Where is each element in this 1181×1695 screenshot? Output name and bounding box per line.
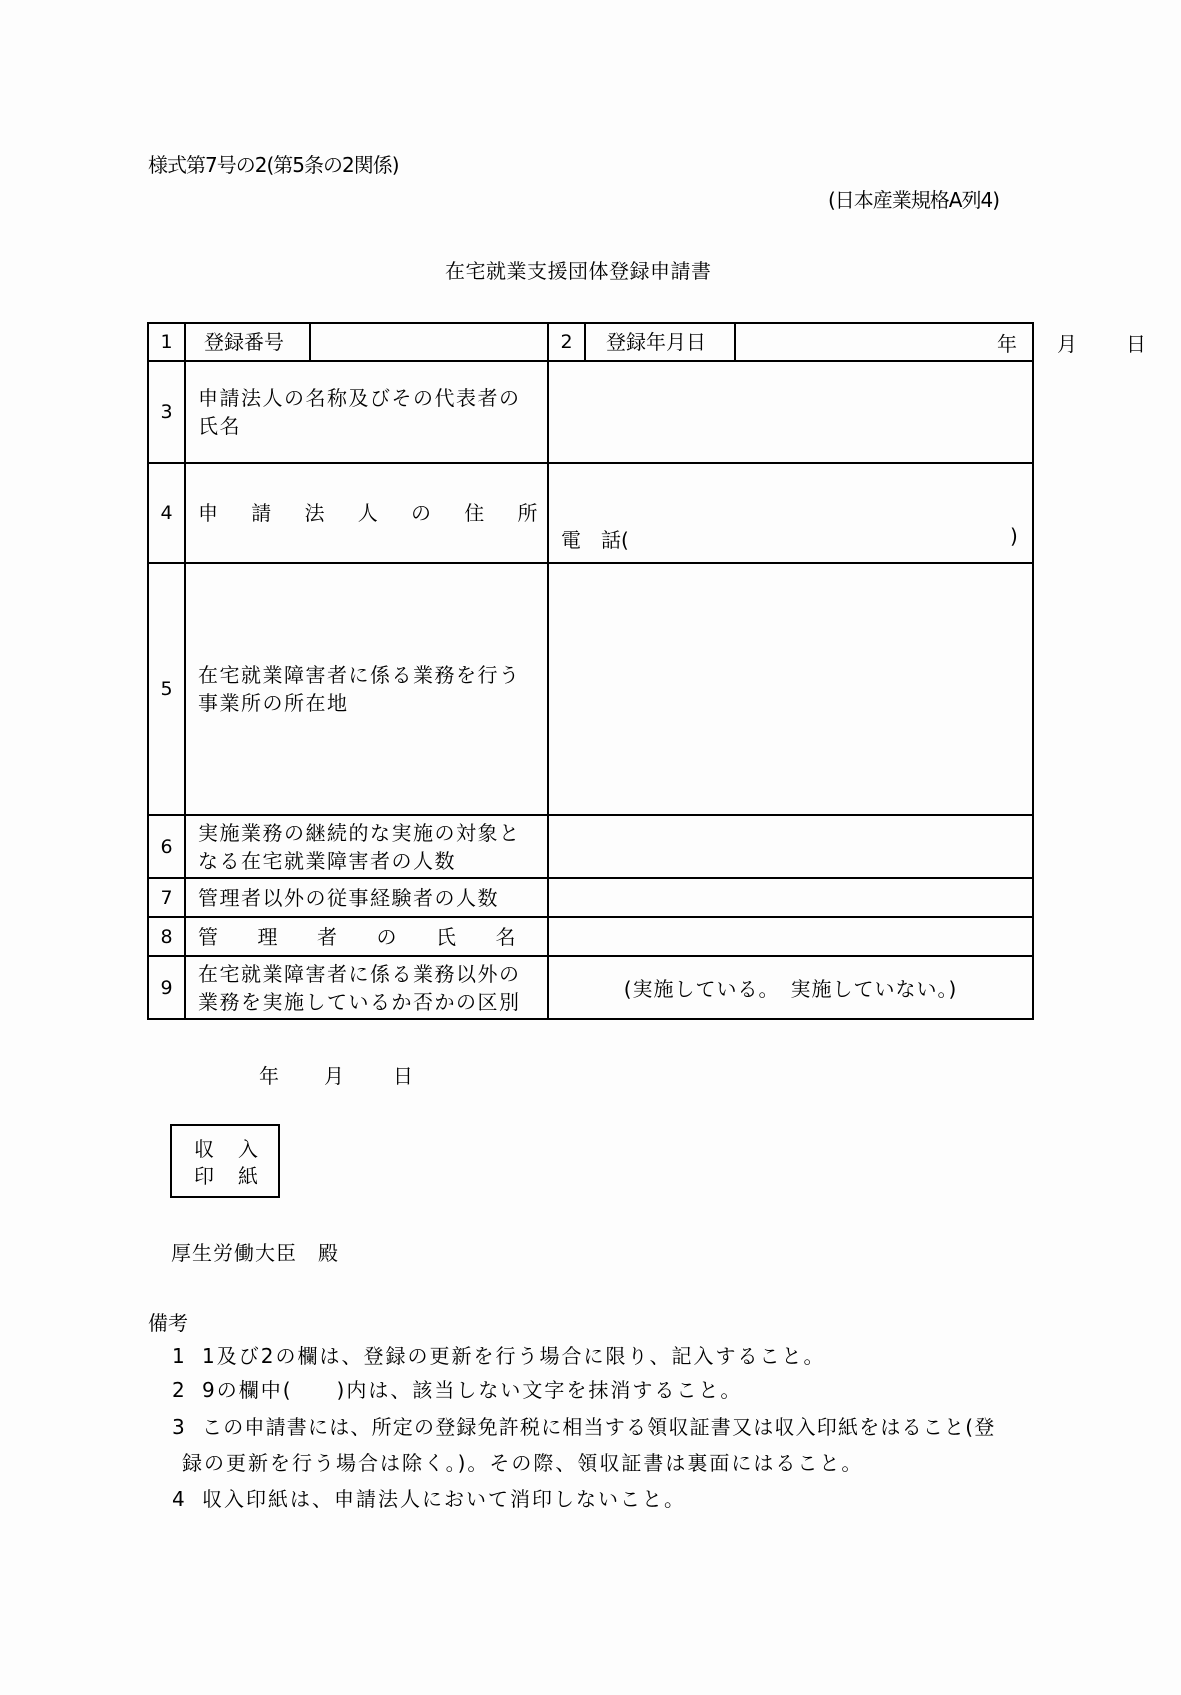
note-number: 3: [172, 1415, 186, 1439]
revenue-stamp-box: [170, 1124, 280, 1198]
row-number: 1: [160, 331, 173, 353]
registration-number-field[interactable]: [311, 324, 547, 360]
applicant-address-label: [186, 464, 547, 562]
label-char: 請: [251, 501, 273, 525]
row-number: 4: [160, 502, 173, 524]
form-number: 様式第7号の2(第5条の2関係): [148, 153, 399, 177]
registration-date-label: 登録年月日: [606, 330, 706, 354]
stamp-char: 収: [194, 1137, 214, 1161]
row-number: 6: [160, 835, 173, 858]
day-label: 日: [393, 1064, 413, 1088]
target-count-label: 実施業務の継続的な実施の対象となる在宅就業障害者の人数: [198, 820, 521, 873]
addressee: 厚生労働大臣 殿: [171, 1241, 339, 1265]
table-border-bottom: [147, 1018, 1034, 1020]
label-char: 管: [198, 924, 220, 949]
registration-date-field[interactable]: [736, 324, 1146, 360]
experienced-staff-field[interactable]: [549, 879, 1032, 916]
office-location-label: 在宅就業障害者に係る業務を行う事業所の所在地: [198, 663, 521, 715]
row-number: 3: [160, 401, 173, 423]
note-number: 4: [172, 1487, 187, 1511]
applicant-name-field[interactable]: [549, 362, 1032, 462]
office-location-field[interactable]: [549, 564, 1032, 814]
manager-name-field[interactable]: [549, 918, 1032, 955]
applicant-address-field[interactable]: [549, 464, 1032, 562]
label-char: 氏: [436, 924, 458, 949]
label-char: 理: [257, 924, 279, 949]
note-number: 2: [172, 1378, 187, 1402]
note-text: この申請書には、所定の登録免許税に相当する領収証書又は収入印紙をはること(登: [202, 1415, 996, 1439]
other-business-choice[interactable]: (実施している。 実施していない。): [623, 977, 958, 1001]
row-number: 7: [160, 886, 173, 909]
note-text: 1及び2の欄は、登録の更新を行う場合に限り、記入すること。: [202, 1344, 826, 1368]
target-count-field[interactable]: [549, 816, 1032, 877]
row-number: 2: [560, 331, 573, 353]
row-number: 9: [160, 976, 173, 999]
manager-name-label: [186, 918, 547, 955]
table-border-right: [1032, 322, 1034, 1020]
stamp-char: 紙: [238, 1164, 258, 1188]
note-text: 9の欄中( )内は、該当しない文字を抹消すること。: [202, 1378, 743, 1402]
label-char: 所: [517, 501, 539, 525]
stamp-char: 印: [194, 1164, 214, 1188]
label-char: の: [376, 924, 398, 949]
application-table: [147, 322, 1146, 1018]
registration-number-label: 登録番号: [204, 330, 284, 354]
label-char: の: [411, 501, 433, 525]
year-label: 年: [997, 331, 1017, 356]
applicant-name-label: 申請法人の名称及びその代表者の氏名: [198, 386, 521, 438]
row-number: 5: [160, 678, 173, 700]
label-char: 法: [304, 501, 326, 525]
phone-close-paren: ): [1010, 524, 1018, 548]
label-char: 名: [495, 924, 517, 949]
label-char: 申: [198, 501, 220, 525]
label-char: 者: [317, 924, 339, 949]
label-char: 住: [464, 501, 486, 525]
experienced-staff-label: 管理者以外の従事経験者の人数: [198, 885, 499, 910]
paper-size-note: (日本産業規格A列4): [828, 188, 1000, 212]
row-number: 8: [160, 925, 173, 948]
label-char: 人: [357, 501, 380, 525]
month-label: 月: [1057, 331, 1077, 356]
day-label: 日: [1126, 331, 1146, 356]
phone-label: 電 話(: [561, 528, 629, 552]
note-text: 収入印紙は、申請法人において消印しないこと。: [202, 1487, 686, 1511]
stamp-char: 入: [238, 1137, 258, 1161]
note-number: 1: [172, 1344, 187, 1368]
note-text: 録の更新を行う場合は除く。)。その際、領収証書は裏面にはること。: [182, 1451, 864, 1475]
notes-heading: 備考: [148, 1311, 188, 1335]
other-business-label: 在宅就業障害者に係る業務以外の業務を実施しているか否かの区別: [198, 961, 521, 1014]
month-label: 月: [324, 1064, 344, 1088]
year-label: 年: [259, 1064, 279, 1088]
document-title: 在宅就業支援団体登録申請書: [445, 259, 712, 283]
